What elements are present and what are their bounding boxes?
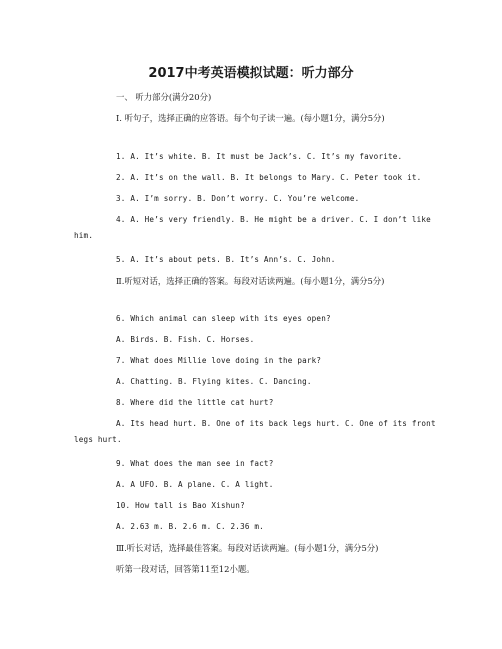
- part3-instructions: Ⅲ.听长对话，选择最佳答案。每段对话读两遍。(每小题1分，满分5分): [116, 543, 379, 553]
- question-4: 4. A. He’s very friendly. B. He might be a driver. C. I don’t like him.: [74, 215, 431, 240]
- options-9: A. A UFO. B. A plane. C. A light.: [116, 480, 274, 489]
- question-10: 10. How tall is Bao Xishun?: [116, 501, 245, 510]
- options-7: A. Chatting. B. Flying kites. C. Dancing.: [116, 377, 312, 386]
- question-3: 3. A. I’m sorry. B. Don’t worry. C. You’re welcome.: [116, 194, 360, 203]
- question-2: 2. A. It’s on the wall. B. It belongs to Mary. C. Peter took it.: [116, 173, 422, 182]
- question-5: 5. A. It’s about pets. B. It’s Ann’s. C. John.: [116, 255, 336, 264]
- question-6: 6. Which animal can sleep with its eyes open?: [116, 314, 331, 323]
- options-10: A. 2.63 m. B. 2.6 m. C. 2.36 m.: [116, 522, 264, 531]
- page-title: 2017中考英语模拟试题：听力部分: [148, 66, 354, 81]
- question-9: 9. What does the man see in fact?: [116, 459, 274, 468]
- options-8: A. Its head hurt. B. One of its back legs hurt. C. One of its front legs hurt.: [74, 419, 436, 444]
- question-1: 1. A. It’s white. B. It must be Jack’s. C. It’s my favorite.: [116, 152, 403, 161]
- question-8: 8. Where did the little cat hurt?: [116, 398, 274, 407]
- section-heading: 一、 听力部分(满分20分): [116, 92, 212, 102]
- part3-lead: 听第一段对话，回答第11至12小题。: [116, 564, 255, 574]
- part2-instructions: Ⅱ.听短对话，选择正确的答案。每段对话读两遍。(每小题1分，满分5分): [116, 276, 385, 286]
- question-7: 7. What does Millie love doing in the park?: [116, 356, 322, 365]
- part1-instructions: Ⅰ. 听句子，选择正确的应答语。每个句子读一遍。(每小题1分，满分5分): [116, 113, 385, 123]
- options-6: A. Birds. B. Fish. C. Horses.: [116, 335, 255, 344]
